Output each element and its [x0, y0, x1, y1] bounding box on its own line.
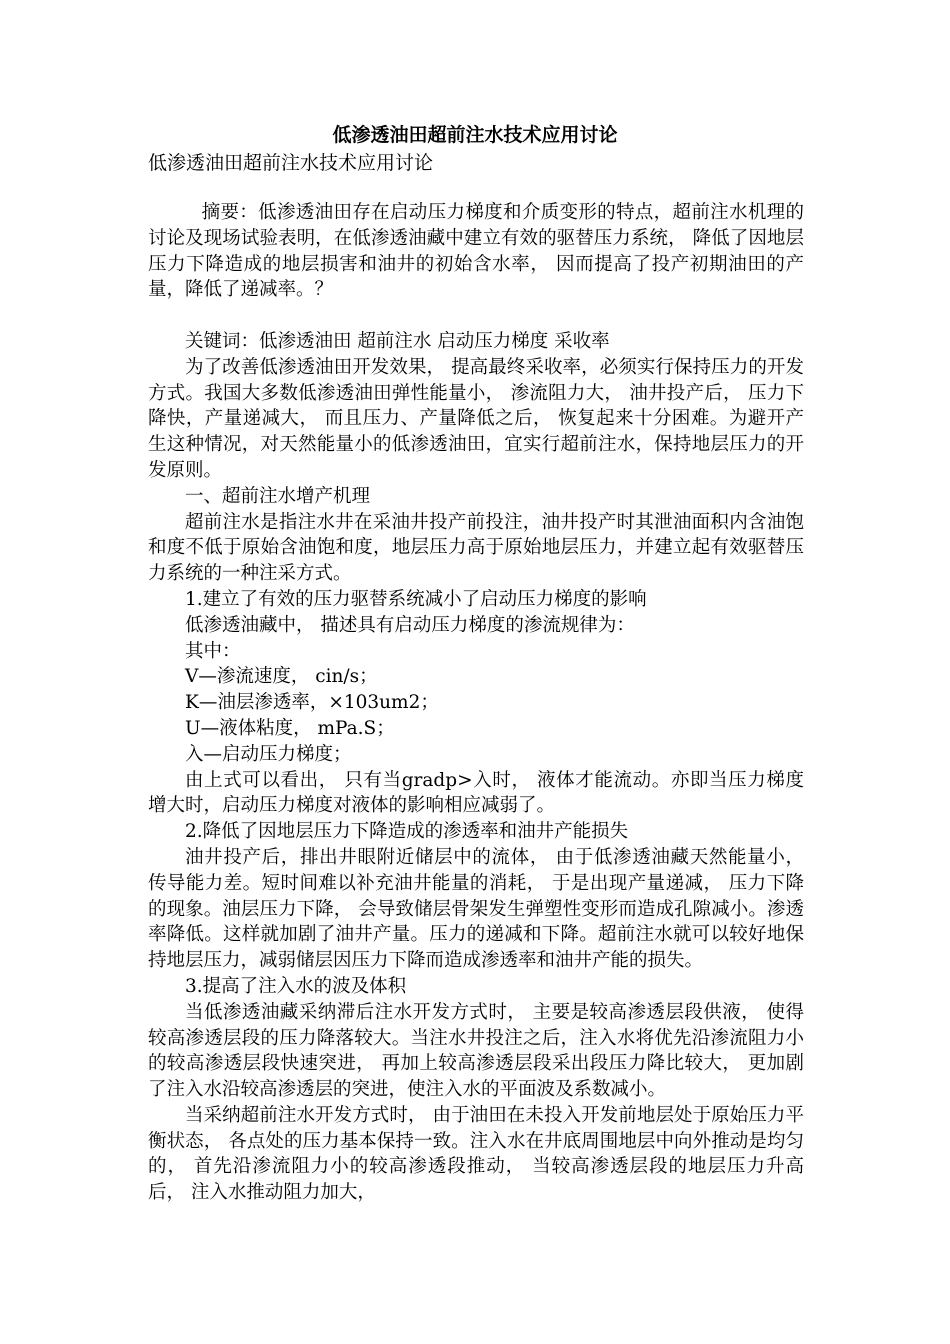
body-paragraph: 当低渗透油藏采纳滞后注水开发方式时， 主要是较高渗透层段供液， 使得较高渗透层段的压力降落较大。当注水井投注之后，注入水将优先沿渗流阻力小的较高渗透层段快速突进， 再加上较高渗透层段采出段压力降比较大， 更加剧了注入水沿较高渗透层的突进，使注入水的平面波及系数减小。 [148, 1001, 804, 1101]
variable-definition: U—液体粘度， mPa.S； [185, 717, 395, 739]
document-title: 低渗透油田超前注水技术应用讨论 [332, 124, 618, 146]
document-body [148, 200, 804, 1206]
body-paragraph: 由上式可以看出， 只有当gradp>入时， 液体才能流动。亦即当压力梯度增大时，启动压力梯度对液体的影响相应减弱了。 [148, 769, 804, 817]
body-paragraph: 为了改善低渗透油田开发效果， 提高最终采收率，必须实行保持压力的开发方式。我国大多数低渗透油田弹性能量小， 渗流阻力大， 油井投产后， 压力下降快，产量递减大， 而且压力、产量降低之后， 恢复起来十分困难。为避开产生这种情况，对天然能量小的低渗透油田，宜实行超前注水，保持地层压力的开发原则。 [148, 356, 804, 481]
subsection-heading: 2.降低了因地层压力下降造成的渗透率和油井产能损失 [185, 821, 629, 843]
document-subtitle: 低渗透油田超前注水技术应用讨论 [148, 152, 434, 174]
variable-definition: V—渗流速度， cin/s； [185, 666, 378, 688]
body-line: 其中： [185, 640, 241, 662]
variable-definition: K—油层渗透率，×103um2； [185, 692, 439, 714]
body-paragraph: 低渗透油藏中， 描述具有启动压力梯度的渗流规律为： [185, 614, 635, 636]
subsection-heading: 1.建立了有效的压力驱替系统减小了启动压力梯度的影响 [185, 588, 647, 610]
section-heading: 一、超前注水增产机理 [185, 485, 371, 507]
body-paragraph: 油井投产后，排出井眼附近储层中的流体， 由于低渗透油藏天然能量小， 传导能力差。短时间难以补充油井能量的消耗， 于是出现产量递减， 压力下降的现象。油层压力下降， 会导致储层骨架发生弹塑性变形而造成孔隙减小。渗透率降低。这样就加剧了油井产量。压力的递减和下降。超前注水就可以较好地保持地层压力，减弱储层因压力下降而造成渗透率和油井产能的损失。 [148, 846, 804, 972]
body-paragraph: 超前注水是指注水井在采油井投产前投注，油井投产时其泄油面积内含油饱和度不低于原始含油饱和度，地层压力高于原始地层压力，并建立起有效驱替压力系统的一种注采方式。 [148, 511, 804, 585]
abstract-paragraph: 摘要：低渗透油田存在启动压力梯度和介质变形的特点，超前注水机理的讨论及现场试验表明，在低渗透油藏中建立有效的驱替压力系统， 降低了因地层压力下降造成的地层损害和油井的初始含水率， 因而提高了投产初期油田的产量，降低了递减率。？ [148, 202, 804, 301]
subsection-heading: 3.提高了注入水的波及体积 [185, 975, 407, 997]
body-paragraph: 当采纳超前注水开发方式时， 由于油田在未投入开发前地层处于原始压力平衡状态， 各点处的压力基本保持一致。注入水在井底周围地层中向外推动是均匀的， 首先沿渗流阻力小的较高渗透段推动， 当较高渗透层段的地层压力升高后， 注入水推动阻力加大， [148, 1104, 804, 1204]
keywords-line: 关键词：低渗透油田 超前注水 启动压力梯度 采收率 [185, 330, 610, 352]
variable-definition: 入—启动压力梯度； [185, 743, 352, 765]
